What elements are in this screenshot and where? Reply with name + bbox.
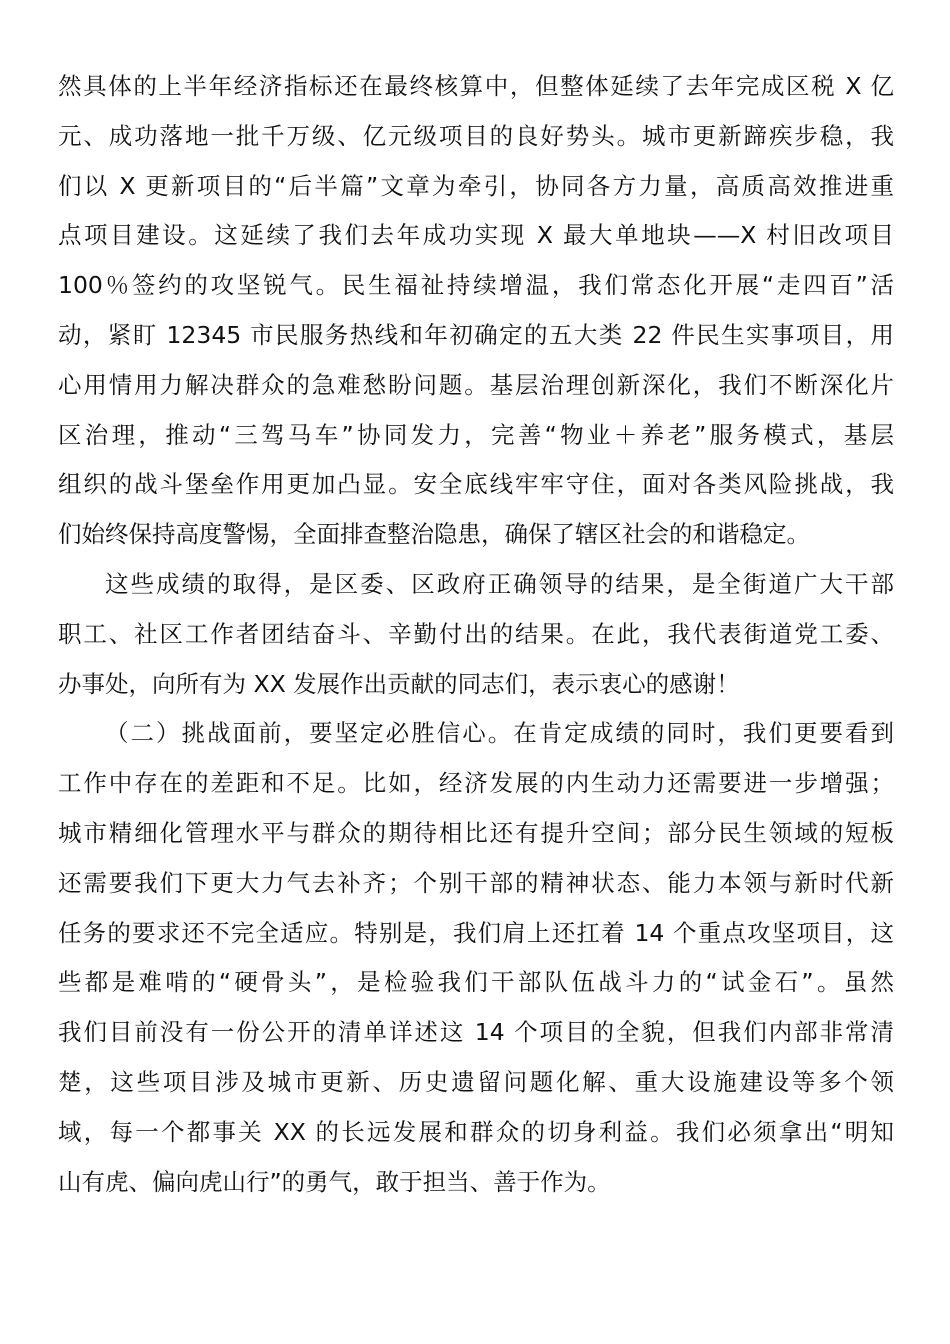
section-heading-line: （二）挑战面前，要坚定必胜信心。在肯定成绩的同时，我们更要看到 [105,719,894,748]
text-line: 区治理，推动“三驾马车”协同发力，完善“物业＋养老”服务模式，基层 [58,420,894,449]
text-line: 点项目建设。这延续了我们去年成功实现 X 最大单地块——X 村旧改项目 [58,221,894,250]
text-line: 然具体的上半年经济指标还在最终核算中，但整体延续了去年完成区税 X 亿 [58,72,894,100]
text-line: 组织的战斗堡垒作用更加凸显。安全底线牢牢守住，面对各类风险挑战，我 [58,470,894,499]
text-line: 们以 X 更新项目的“后半篇”文章为牵引，协同各方力量，高质高效推进重 [58,171,894,200]
document-page [58,62,894,1207]
text-line: 域，每一个都事关 XX 的长远发展和群众的切身利益。我们必须拿出“明知 [58,1117,894,1146]
paragraph-thanks [58,560,894,709]
text-line: 办事处，向所有为 XX 发展作出贡献的同志们，表示衷心的感谢！ [58,669,740,698]
text-line: 工作中存在的差距和不足。比如，经济发展的内生动力还需要进一步增强； [58,769,894,798]
text-line: 心用情用力解决群众的急难愁盼问题。基层治理创新深化，我们不断深化片 [58,370,894,399]
text-line: 山有虎、偏向虎山行”的勇气，敢于担当、善于作为。 [58,1167,611,1196]
paragraph-challenges [58,709,894,1207]
text-line: 100％签约的攻坚锐气。民生福祉持续增温，我们常态化开展“走四百”活 [58,271,894,300]
text-line: 楚，这些项目涉及城市更新、历史遗留问题化解、重大设施建设等多个领 [58,1067,894,1096]
text-line: 任务的要求还不完全适应。特别是，我们肩上还扛着 14 个重点攻坚项目，这 [58,918,894,947]
text-line: 我们目前没有一份公开的清单详述这 14 个项目的全貌，但我们内部非常清 [58,1018,894,1047]
text-line: 们始终保持高度警惕，全面排查整治隐患，确保了辖区社会的和谐稳定。 [58,520,810,549]
text-line: 些都是难啃的“硬骨头”，是检验我们干部队伍战斗力的“试金石”。虽然 [58,968,894,997]
text-line: 动，紧盯 12345 市民服务热线和年初确定的五大类 22 件民生实事项目，用 [58,320,894,349]
text-line: 这些成绩的取得，是区委、区政府正确领导的结果，是全街道广大干部 [105,569,894,598]
paragraph-achievements-continued [58,62,894,560]
text-line: 职工、社区工作者团结奋斗、辛勤付出的结果。在此，我代表街道党工委、 [58,619,894,648]
text-line: 城市精细化管理水平与群众的期待相比还有提升空间；部分民生领域的短板 [58,818,894,847]
text-line: 元、成功落地一批千万级、亿元级项目的良好势头。城市更新蹄疾步稳，我 [58,121,894,150]
text-line: 还需要我们下更大力气去补齐；个别干部的精神状态、能力本领与新时代新 [58,868,894,897]
